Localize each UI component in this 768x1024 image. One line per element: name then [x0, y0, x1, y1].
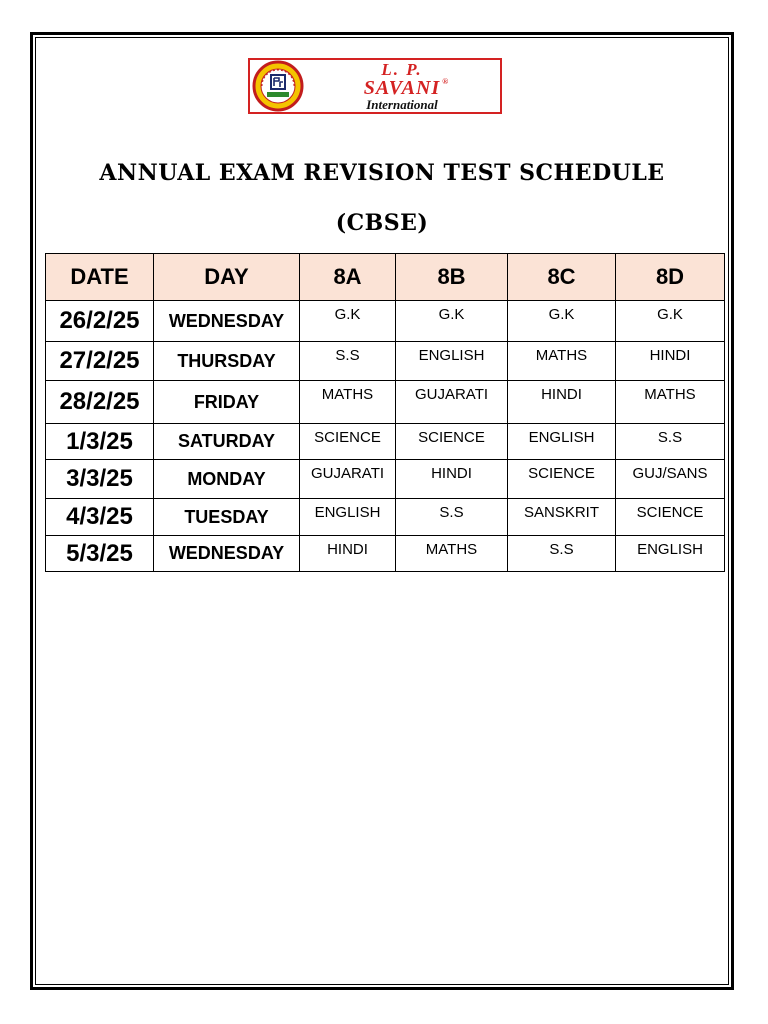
header-date: DATE	[46, 254, 154, 301]
cell-date: 4/3/25	[46, 499, 154, 536]
cell-date: 3/3/25	[46, 460, 154, 499]
cell-date: 26/2/25	[46, 301, 154, 342]
table-row	[46, 424, 725, 460]
cell-8c: G.K	[508, 301, 616, 342]
cell-8b: MATHS	[396, 536, 508, 572]
cell-date: 28/2/25	[46, 381, 154, 424]
cell-8a: HINDI	[300, 536, 396, 572]
table-row	[46, 536, 725, 572]
table-row	[46, 460, 725, 499]
school-seal-icon	[252, 60, 304, 112]
school-logo	[248, 58, 502, 114]
cell-day: THURSDAY	[154, 342, 300, 381]
cell-8a: GUJARATI	[300, 460, 396, 499]
cell-8a: SCIENCE	[300, 424, 396, 460]
cell-day: WEDNESDAY	[154, 536, 300, 572]
table-row	[46, 381, 725, 424]
cell-day: WEDNESDAY	[154, 301, 300, 342]
cell-8b: HINDI	[396, 460, 508, 499]
cell-8a: ENGLISH	[300, 499, 396, 536]
header-8c: 8C	[508, 254, 616, 301]
cell-8d: GUJ/SANS	[616, 460, 725, 499]
header-8a: 8A	[300, 254, 396, 301]
cell-8a: G.K	[300, 301, 396, 342]
page-title: ANNUAL EXAM REVISION TEST SCHEDULE	[99, 160, 665, 186]
logo-savani-text: SAVANI	[363, 77, 441, 99]
cell-8a: MATHS	[300, 381, 396, 424]
cell-8d: HINDI	[616, 342, 725, 381]
table-header-row	[46, 254, 725, 301]
header-8b: 8B	[396, 254, 508, 301]
table-row	[46, 301, 725, 342]
header-day: DAY	[154, 254, 300, 301]
logo-line-international: International	[366, 97, 438, 112]
cell-date: 5/3/25	[46, 536, 154, 572]
cell-8b: GUJARATI	[396, 381, 508, 424]
cell-date: 27/2/25	[46, 342, 154, 381]
cell-8b: SCIENCE	[396, 424, 508, 460]
cell-8a: S.S	[300, 342, 396, 381]
cell-8d: ENGLISH	[616, 536, 725, 572]
table-row	[46, 499, 725, 536]
exam-schedule-table	[45, 253, 725, 572]
cell-8d: S.S	[616, 424, 725, 460]
cell-8c: HINDI	[508, 381, 616, 424]
page-subtitle: (CBSE)	[335, 210, 429, 236]
cell-8b: ENGLISH	[396, 342, 508, 381]
cell-8b: G.K	[396, 301, 508, 342]
cell-8d: G.K	[616, 301, 725, 342]
header-8d: 8D	[616, 254, 725, 301]
cell-8d: MATHS	[616, 381, 725, 424]
logo-line-lp: L. P.	[381, 60, 423, 79]
cell-8d: SCIENCE	[616, 499, 725, 536]
cell-8c: S.S	[508, 536, 616, 572]
cell-8c: MATHS	[508, 342, 616, 381]
cell-8b: S.S	[396, 499, 508, 536]
cell-day: MONDAY	[154, 460, 300, 499]
table-row	[46, 342, 725, 381]
cell-day: SATURDAY	[154, 424, 300, 460]
cell-date: 1/3/25	[46, 424, 154, 460]
logo-line-savani	[304, 78, 500, 98]
registered-mark: ®	[442, 77, 450, 86]
cell-day: TUESDAY	[154, 499, 300, 536]
cell-day: FRIDAY	[154, 381, 300, 424]
cell-8c: SANSKRIT	[508, 499, 616, 536]
cell-8c: SCIENCE	[508, 460, 616, 499]
cell-8c: ENGLISH	[508, 424, 616, 460]
